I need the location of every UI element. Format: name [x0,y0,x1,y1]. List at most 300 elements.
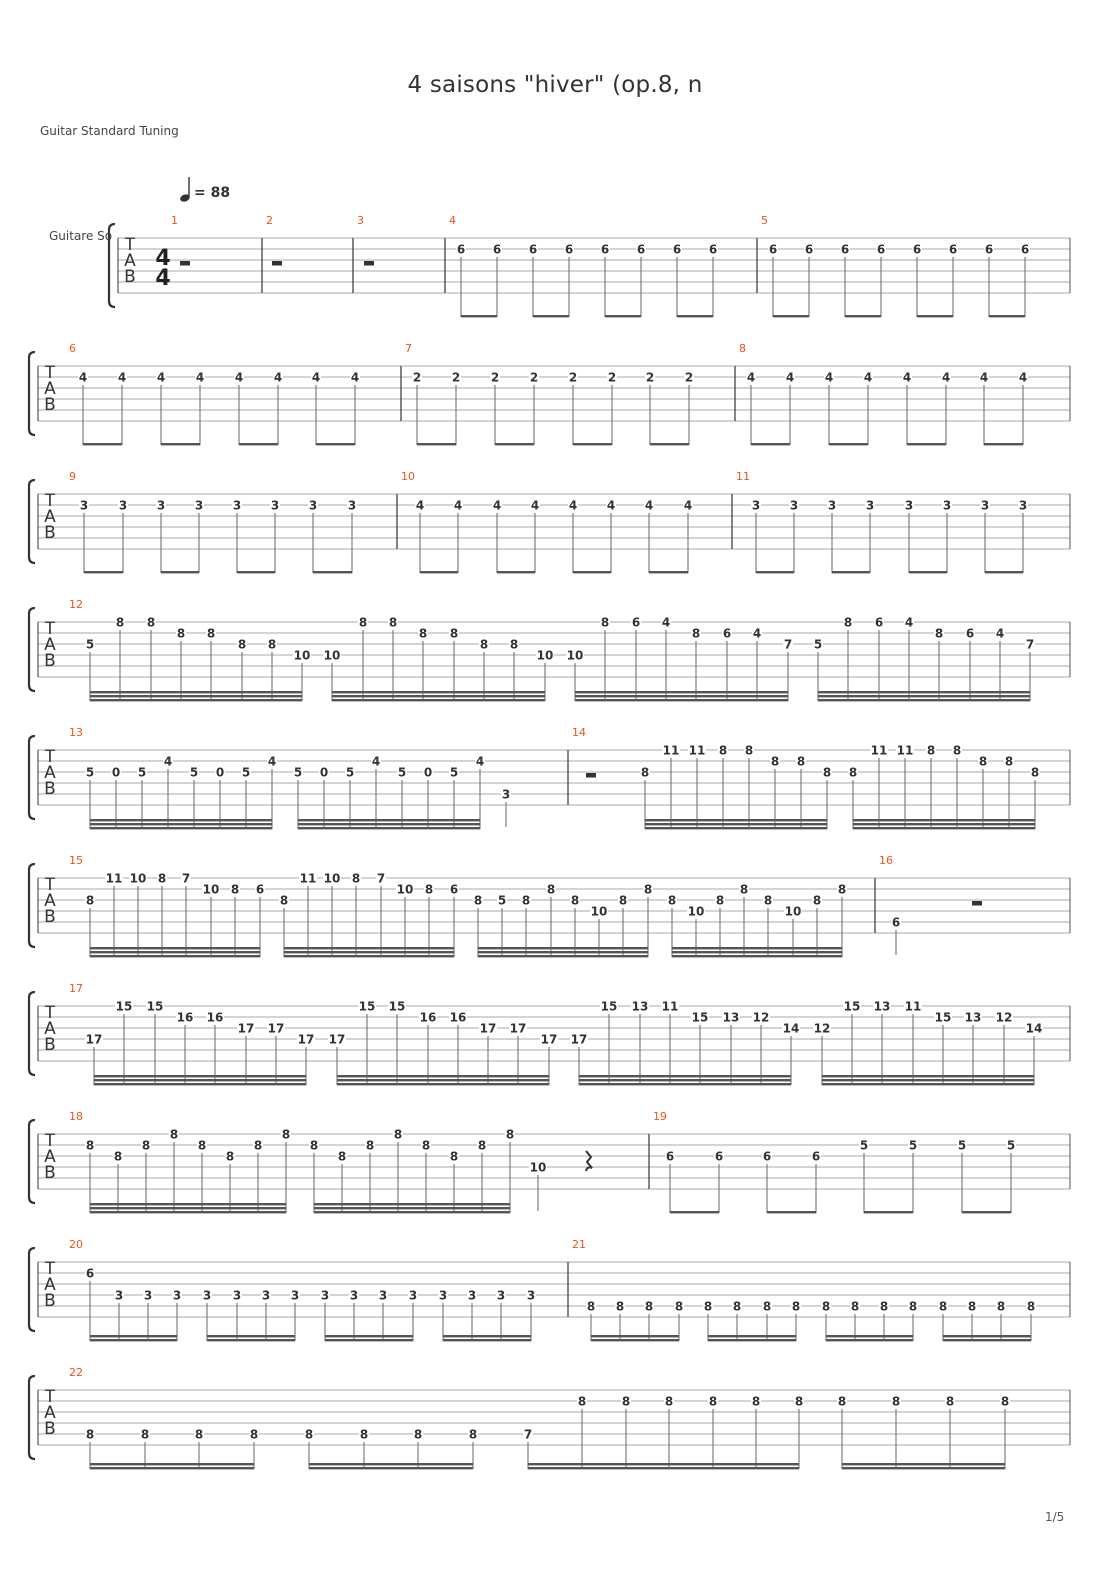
measure-number: 10 [401,470,415,483]
fret-number: 4 [475,754,485,769]
note-beam [90,947,260,949]
note-beam [90,1339,177,1341]
fret-number: 8 [762,1299,772,1314]
fret-number: 8 [770,754,780,769]
fret-number: 10 [129,871,147,886]
fret-number: 3 [378,1288,388,1303]
fret-number: 8 [206,626,216,641]
system-bracket [29,1120,35,1203]
fret-number: 5 [957,1138,967,1153]
note-beam [573,443,612,445]
fret-number: 15 [691,1010,709,1025]
tab-clef-letter: B [44,1419,56,1439]
measure-number: 6 [69,342,76,355]
note-beam [337,1083,549,1085]
fret-number: 8 [621,1394,631,1409]
fret-number: 4 [746,370,756,385]
fret-number: 8 [359,1427,369,1442]
fret-number: 2 [684,370,694,385]
fret-number: 3 [232,498,242,513]
fret-number: 8 [744,743,754,758]
fret-number: 8 [115,615,125,630]
fret-number: 6 [449,882,459,897]
fret-number: 8 [908,1299,918,1314]
fret-number: 3 [349,1288,359,1303]
note-beam [207,1335,295,1337]
note-beam [943,1335,1031,1337]
fret-number: 8 [570,893,580,908]
fret-number: 6 [912,242,922,257]
fret-number: 2 [568,370,578,385]
fret-number: 11 [661,999,679,1014]
note-beam [605,315,641,317]
fret-number: 2 [607,370,617,385]
half-rest [972,901,982,906]
fret-number: 4 [1018,370,1028,385]
note-beam [420,571,458,573]
note-beam [161,571,199,573]
fret-number: 7 [523,1427,533,1442]
fret-number: 3 [347,498,357,513]
fret-number: 10 [566,648,584,663]
tab-clef-letter: B [44,779,56,799]
measure-number: 4 [449,214,456,227]
fret-number: 4 [492,498,502,513]
fret-number: 8 [140,1427,150,1442]
note-beam [818,691,1030,693]
note-beam [239,443,278,445]
note-beam [853,827,1035,829]
fret-number: 6 [768,242,778,257]
note-beam [161,443,200,445]
fret-number: 17 [540,1032,558,1047]
tab-clef-letter: A [44,635,56,655]
fret-number: 8 [388,615,398,630]
fret-number: 6 [876,242,886,257]
fret-number: 8 [850,1299,860,1314]
fret-number: 4 [234,370,244,385]
note-beam [443,1339,531,1341]
tab-clef-letter: T [44,363,56,383]
fret-number: 6 [840,242,850,257]
measure-number: 5 [761,214,768,227]
system-bracket [29,608,35,691]
fret-number: 6 [1020,242,1030,257]
note-beam [325,1339,413,1341]
fret-number: 15 [843,999,861,1014]
note-beam [90,1463,254,1465]
fret-number: 8 [421,1138,431,1153]
fret-number: 15 [934,1010,952,1025]
note-beam [495,443,534,445]
fret-number: 6 [804,242,814,257]
fret-number: 6 [600,242,610,257]
tab-clef-letter: T [44,1131,56,1151]
fret-number: 8 [267,637,277,652]
note-beam [677,315,713,317]
note-beam [773,315,809,317]
fret-number: 3 [904,498,914,513]
note-beam [672,947,842,949]
system-bracket [29,352,35,435]
fret-number: 6 [636,242,646,257]
fret-number: 8 [837,882,847,897]
note-beam [645,827,827,829]
measure-number: 18 [69,1110,83,1123]
fret-number: 3 [118,498,128,513]
note-beam [90,691,302,693]
measure-number: 8 [739,342,746,355]
note-beam [90,819,272,821]
note-beam [989,315,1025,317]
fret-number: 6 [722,626,732,641]
note-beam [309,1463,473,1465]
note-beam [708,1339,796,1341]
fret-number: 6 [891,915,901,930]
fret-number: 8 [351,871,361,886]
note-beam [845,315,881,317]
fret-number: 4 [661,615,671,630]
fret-number: 8 [197,1138,207,1153]
tab-clef-letter: B [44,523,56,543]
note-beam [90,1335,177,1337]
fret-number: 3 [290,1288,300,1303]
note-beam [650,443,689,445]
fret-number: 6 [984,242,994,257]
note-beam [575,691,788,693]
fret-number: 8 [843,615,853,630]
fret-number: 10 [323,648,341,663]
fret-number: 8 [667,893,677,908]
fret-number: 10 [536,648,554,663]
fret-number: 3 [438,1288,448,1303]
fret-number: 3 [232,1288,242,1303]
fret-number: 5 [497,893,507,908]
fret-number: 6 [564,242,574,257]
tab-clef-letter: T [44,1387,56,1407]
fret-number: 17 [267,1021,285,1036]
fret-number: 8 [309,1138,319,1153]
fret-number: 4 [311,370,321,385]
fret-number: 15 [358,999,376,1014]
fret-number: 8 [157,871,167,886]
note-beam [90,1203,286,1205]
tab-clef-letter: T [124,235,136,255]
tab-system [29,736,1070,829]
fret-number: 8 [615,1299,625,1314]
fret-number: 8 [837,1394,847,1409]
note-beam [337,1075,549,1077]
fret-number: 13 [722,1010,740,1025]
fret-number: 12 [752,1010,770,1025]
fret-number: 5 [397,765,407,780]
note-beam [314,1207,510,1209]
fret-number: 8 [194,1427,204,1442]
note-beam [298,819,480,821]
fret-number: 8 [934,626,944,641]
note-beam [591,1335,679,1337]
half-rest [180,261,190,266]
fret-number: 3 [501,787,511,802]
note-beam [332,691,545,693]
measure-number: 2 [266,214,273,227]
fret-number: 8 [732,1299,742,1314]
fret-number: 8 [253,1138,263,1153]
fret-number: 8 [505,1127,515,1142]
note-beam [478,951,648,953]
fret-number: 15 [115,999,133,1014]
fret-number: 6 [85,1266,95,1281]
note-beam [826,1339,913,1341]
fret-number: 8 [640,765,650,780]
measure-number: 11 [736,470,750,483]
tab-clef-letter: T [44,1259,56,1279]
fret-number: 16 [176,1010,194,1025]
tab-clef-letter: A [44,1019,56,1039]
fret-number: 8 [225,1149,235,1164]
fret-number: 7 [783,637,793,652]
note-beam [670,1211,719,1213]
note-beam [853,823,1035,825]
fret-number: 2 [451,370,461,385]
fret-number: 6 [528,242,538,257]
note-beam [645,823,827,825]
note-beam [298,823,480,825]
tab-clef-letter: B [44,1291,56,1311]
fret-number: 4 [163,754,173,769]
fret-number: 8 [674,1299,684,1314]
note-beam [461,315,497,317]
fret-number: 3 [408,1288,418,1303]
fret-number: 8 [479,637,489,652]
fret-number: 4 [752,626,762,641]
fret-number: 4 [904,615,914,630]
fret-number: 6 [456,242,466,257]
note-beam [314,1211,510,1213]
fret-number: 3 [496,1288,506,1303]
fret-number: 8 [424,882,434,897]
fret-number: 7 [376,871,386,886]
fret-number: 14 [1025,1021,1043,1036]
note-beam [984,443,1023,445]
measure-number: 3 [357,214,364,227]
fret-number: 8 [281,1127,291,1142]
note-beam [575,699,788,701]
fret-number: 16 [206,1010,224,1025]
fret-number: 17 [237,1021,255,1036]
note-beam [478,947,648,949]
fret-number: 10 [529,1160,547,1175]
note-beam [325,1335,413,1337]
note-beam [417,443,456,445]
fret-number: 3 [308,498,318,513]
fret-number: 5 [908,1138,918,1153]
note-beam [822,1075,1034,1077]
fret-number: 3 [172,1288,182,1303]
fret-number: 17 [297,1032,315,1047]
note-beam [314,1203,510,1205]
fret-number: 4 [941,370,951,385]
fret-number: 2 [529,370,539,385]
note-beam [832,571,870,573]
fret-number: 8 [169,1127,179,1142]
note-beam [497,571,535,573]
fret-number: 7 [1025,637,1035,652]
note-beam [649,571,688,573]
tuning-label: Guitar Standard Tuning [40,124,179,138]
fret-number: 2 [412,370,422,385]
half-rest [364,261,374,266]
note-beam [90,1211,286,1213]
note-beam [237,571,275,573]
measure-number: 16 [879,854,893,867]
fret-number: 5 [189,765,199,780]
note-beam [573,571,611,573]
note-beam [478,955,648,957]
fret-number: 4 [371,754,381,769]
fret-number: 8 [812,893,822,908]
fret-number: 4 [644,498,654,513]
fret-number: 8 [600,615,610,630]
note-beam [672,955,842,957]
measure-number: 15 [69,854,83,867]
fret-number: 4 [117,370,127,385]
fret-number: 8 [763,893,773,908]
fret-number: 3 [143,1288,153,1303]
note-beam [313,571,352,573]
fret-number: 12 [813,1021,831,1036]
tab-clef-letter: T [44,747,56,767]
fret-number: 10 [590,904,608,919]
note-beam [818,699,1030,701]
note-beam [94,1079,306,1081]
note-beam [284,955,454,957]
fret-number: 6 [708,242,718,257]
fret-number: 13 [873,999,891,1014]
fret-number: 17 [570,1032,588,1047]
time-signature-top: 4 [155,246,171,271]
note-beam [818,695,1030,697]
fret-number: 8 [715,893,725,908]
note-beam [528,1467,799,1469]
tab-clef-letter: B [44,1035,56,1055]
fret-number: 8 [664,1394,674,1409]
fret-number: 5 [85,765,95,780]
fret-number: 8 [586,1299,596,1314]
fret-number: 8 [718,743,728,758]
fret-number: 8 [751,1394,761,1409]
fret-number: 8 [85,1427,95,1442]
fret-number: 3 [789,498,799,513]
measure-number: 21 [572,1238,586,1251]
note-beam [298,827,480,829]
fret-number: 4 [350,370,360,385]
fret-number: 4 [530,498,540,513]
fret-number: 6 [762,1149,772,1164]
fret-number: 5 [813,637,823,652]
note-beam [767,1211,816,1213]
fret-number: 13 [964,1010,982,1025]
note-beam [962,1211,1011,1213]
tab-system [29,1120,1070,1213]
note-beam [907,443,946,445]
fret-number: 3 [467,1288,477,1303]
fret-number: 6 [811,1149,821,1164]
note-beam [909,571,947,573]
note-beam [591,1339,679,1341]
tab-clef-letter: A [44,507,56,527]
tab-system [109,224,1070,317]
system-bracket [29,864,35,947]
note-beam [90,1467,254,1469]
note-beam [90,955,260,957]
fret-number: 10 [687,904,705,919]
track-name: Guitare So [49,229,113,243]
fret-number: 13 [631,999,649,1014]
fret-number: 17 [479,1021,497,1036]
note-beam [708,1335,796,1337]
note-beam [94,1075,306,1077]
fret-number: 4 [78,370,88,385]
note-beam [90,827,272,829]
fret-number: 8 [938,1299,948,1314]
tab-clef-letter: A [44,379,56,399]
system-bracket [29,1248,35,1331]
tab-clef-letter: B [44,1163,56,1183]
fret-number: 14 [782,1021,800,1036]
fret-number: 11 [688,743,706,758]
fret-number: 11 [896,743,914,758]
fret-number: 3 [865,498,875,513]
fret-number: 3 [156,498,166,513]
fret-number: 8 [393,1127,403,1142]
fret-number: 8 [967,1299,977,1314]
fret-number: 8 [521,893,531,908]
fret-number: 4 [156,370,166,385]
fret-number: 4 [902,370,912,385]
fret-number: 3 [751,498,761,513]
note-beam [864,1211,913,1213]
fret-number: 5 [1006,1138,1016,1153]
measure-number: 20 [69,1238,83,1251]
fret-number: 8 [85,893,95,908]
fret-number: 8 [879,1299,889,1314]
tab-system [29,352,1070,445]
fret-number: 3 [827,498,837,513]
fret-number: 8 [952,743,962,758]
fret-number: 4 [683,498,693,513]
fret-number: 3 [1018,498,1028,513]
page-number: 1/5 [1045,1510,1065,1524]
fret-number: 8 [577,1394,587,1409]
fret-number: 8 [85,1138,95,1153]
system-bracket [29,1376,35,1459]
fret-number: 8 [141,1138,151,1153]
note-beam [337,1079,549,1081]
fret-number: 3 [320,1288,330,1303]
fret-number: 3 [270,498,280,513]
fret-number: 5 [293,765,303,780]
fret-number: 8 [358,615,368,630]
tab-clef-letter: A [44,891,56,911]
measure-number: 17 [69,982,83,995]
system-bracket [29,992,35,1075]
note-beam [90,951,260,953]
system-bracket [109,224,115,307]
note-beam [528,1463,799,1465]
note-beam [579,1079,791,1081]
fret-number: 8 [1004,754,1014,769]
